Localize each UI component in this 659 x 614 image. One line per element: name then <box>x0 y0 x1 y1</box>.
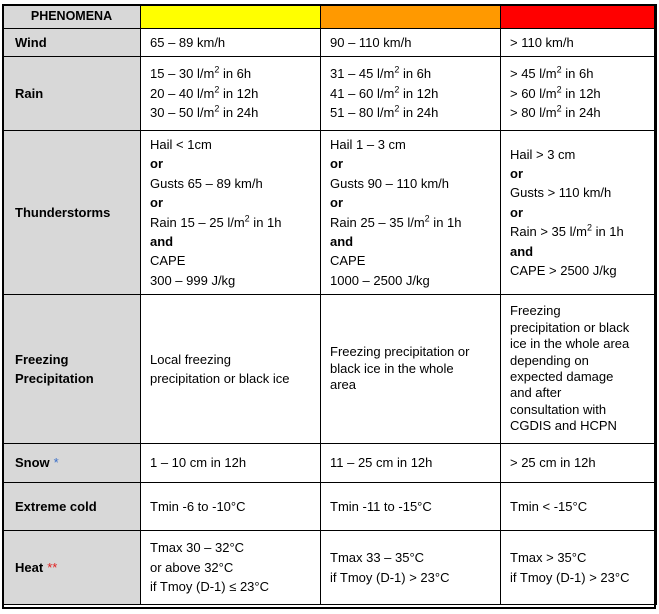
ts-red-or1: or <box>510 165 523 181</box>
freezing-yellow-line1: Local freezing <box>150 351 231 367</box>
ts-orange-gusts: Gusts 90 – 110 km/h <box>330 175 449 191</box>
heat-orange-line2: if Tmoy (D-1) > 23°C <box>330 569 450 585</box>
ts-yellow-gusts: Gusts 65 – 89 km/h <box>150 175 263 191</box>
snow-orange: 11 – 25 cm in 12h <box>321 444 501 483</box>
cold-orange: Tmin -11 to -15°C <box>321 483 501 531</box>
cold-yellow: Tmin -6 to -10°C <box>141 483 321 531</box>
heat-yellow-line3: if Tmoy (D-1) ≤ 23°C <box>150 579 269 595</box>
freezing-label-line1: Freezing <box>15 351 69 367</box>
heat-red-line2: if Tmoy (D-1) > 23°C <box>510 569 630 585</box>
wind-orange: 90 – 110 km/h <box>321 29 501 57</box>
rain-orange-24h: 51 – 80 $l/m^2$ in 24h <box>330 103 439 121</box>
ts-yellow-hail: Hail < 1cm <box>150 136 212 152</box>
ts-orange-rain: Rain 25 – 35 $l/m^2$ in 1h <box>330 213 462 230</box>
wind-red: > 110 km/h <box>501 29 657 57</box>
freezing-red-line8: CGDIS and HCPN <box>510 418 617 434</box>
freezing-red-line1: Freezing <box>510 303 561 319</box>
ts-red-rain: Rain > 35 $l/m^2$ in 1h <box>510 222 624 240</box>
wind-yellow: 65 – 89 km/h <box>141 29 321 57</box>
rain-orange-6h: 31 – 45 $l/m^2$ in 6h <box>330 65 432 82</box>
ts-red-or2: or <box>510 204 523 220</box>
heat-label-text: Heat <box>15 559 44 575</box>
rain-orange-12h: 41 – 60 $l/m^2$ in 12h <box>330 84 439 101</box>
ts-orange-or2: or <box>330 195 343 211</box>
phenomena-header: PHENOMENA <box>3 5 141 29</box>
cold-red: Tmin < -15°C <box>501 483 657 531</box>
ts-red-hail: Hail > 3 cm <box>510 146 576 162</box>
freezing-red-line3: ice in the whole area <box>510 336 630 352</box>
rain-red-12h: > 60 $l/m^2$ in 12h <box>510 84 601 101</box>
snow-label-text: Snow <box>15 455 50 471</box>
row-label-rain: Rain <box>3 57 141 131</box>
freezing-orange-line1: Freezing precipitation or <box>330 344 470 360</box>
snow-yellow: 1 – 10 cm in 12h <box>141 444 321 483</box>
ts-yellow-cape-value: 300 – 999 J/kg <box>150 272 236 288</box>
ts-yellow-or2: or <box>150 195 163 211</box>
rain-red-6h: > 45 $l/m^2$ in 6h <box>510 65 594 82</box>
heat-red-line1: Tmax > 35°C <box>510 550 587 566</box>
row-label-cold: Extreme cold <box>3 483 141 531</box>
snow-footnote-marker: * <box>53 455 59 471</box>
ts-orange-or1: or <box>330 156 343 172</box>
heat-yellow-line1: Tmax 30 – 32°C <box>150 540 245 556</box>
freezing-red-line5: expected damage <box>510 369 614 384</box>
freezing-label-line2: Precipitation <box>15 371 94 386</box>
heat-footnote-marker: ** <box>47 559 58 575</box>
heat-yellow-line2: or above 32°C <box>150 559 234 575</box>
ts-yellow-cape: CAPE <box>150 253 186 269</box>
snow-red: > 25 cm in 12h <box>501 444 657 483</box>
heat-orange-line1: Tmax 33 – 35°C <box>330 550 425 566</box>
rain-yellow-6h: 15 – 30 $l/m^2$ in 6h <box>150 65 252 82</box>
ts-yellow-and: and <box>150 233 174 249</box>
row-label-thunderstorms: Thunderstorms <box>3 131 141 295</box>
freezing-yellow-line2: precipitation or black ice <box>150 371 290 386</box>
freezing-red-line2: precipitation or black <box>510 319 630 335</box>
freezing-orange-line2: black ice in the whole <box>330 360 454 376</box>
rain-yellow-12h: 20 – 40 $l/m^2$ in 12h <box>150 84 259 101</box>
ts-orange-and: and <box>330 233 354 249</box>
freezing-red-line4: depending on <box>510 352 589 368</box>
freezing-orange-line3: area <box>330 377 357 393</box>
rain-yellow-24h: 30 – 50 $l/m^2$ in 24h <box>150 103 259 121</box>
ts-red-and: and <box>510 243 534 259</box>
ts-yellow-or1: or <box>150 156 163 172</box>
row-label-wind: Wind <box>3 29 141 57</box>
ts-red-gusts: Gusts > 110 km/h <box>510 185 612 201</box>
ts-orange-cape: CAPE <box>330 253 366 269</box>
ts-yellow-rain: Rain 15 – 25 $l/m^2$ in 1h <box>150 213 282 230</box>
freezing-red-line7: consultation with <box>510 401 607 417</box>
ts-red-cape: CAPE > 2500 J/kg <box>510 263 617 279</box>
table-outer-border <box>2 4 656 609</box>
freezing-red-line6: and after <box>510 385 562 401</box>
ts-orange-hail: Hail 1 – 3 cm <box>330 136 406 152</box>
ts-orange-cape-value: 1000 – 2500 J/kg <box>330 272 430 288</box>
rain-red-24h: > 80 $l/m^2$ in 24h <box>510 103 601 121</box>
